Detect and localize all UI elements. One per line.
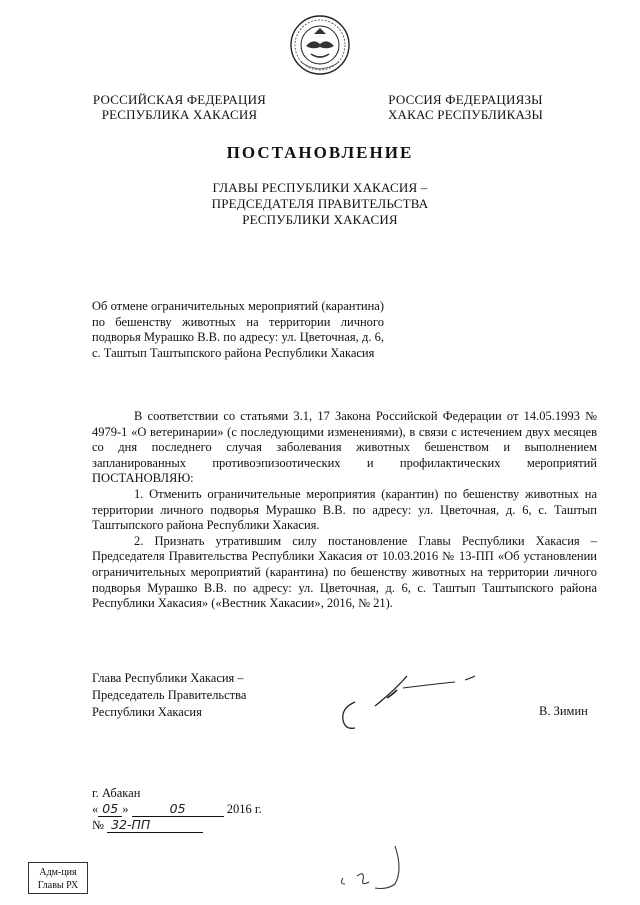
document-number [92, 817, 203, 833]
body-paragraph-1: В соответствии со статьями 3.1, 17 Закона Российской Федерации от 14.05.1993 № 4979-1 «О ветеринарии» (с последующими изменениями), в связи с истечением двух месяцев со дня последнего случая заболевания животных бешенством и выполнением запланированных противоэпизоотических и профилактических мероприятий ПОСТАНОВЛЯЮ: [92, 409, 597, 486]
stamp-line2: Главы РХ [37, 880, 79, 891]
number-label: № [92, 818, 104, 832]
date-day: 05 [98, 801, 122, 817]
body-paragraph-3: 2. Признать утратившим силу постановление Главы Республики Хакасия – Председателя Правительства Республики Хакасия от 10.03.2016 № 13-ПП «Об установлении ограничительных мероприятий (карантина) по бешенству животных на территории личного подворья Мурашко В.В. по адресу: ул. Цветочная, д. 6, с. Таштып Таштыпского района Республики Хакасия» («Вестник Хакасии», 2016, № 21). [92, 533, 597, 611]
number-value: 32-ПП [107, 817, 203, 833]
signatory-name: В. Зимин [539, 704, 588, 718]
subtitle-line1: ГЛАВЫ РЕСПУБЛИКИ ХАКАСИЯ – [212, 180, 428, 195]
signatory-title [92, 670, 302, 721]
header-russian-federation [92, 92, 267, 122]
handwritten-mark [335, 840, 425, 895]
header-left-line1: РОССИЙСКАЯ ФЕДЕРАЦИЯ [92, 92, 267, 107]
document-subject: Об отмене ограничительных мероприятий (карантина) по бешенству животных на территории личного подворья Мурашко В.В. по адресу: ул. Цветочная, д. 6, с. Таштып Таштыпского района Республики Хакасия [92, 299, 384, 360]
date-close-quote: » [122, 802, 129, 816]
date-year: 2016 г. [226, 802, 262, 816]
date-open-quote: « [92, 802, 99, 816]
date-month: 05 [132, 801, 224, 817]
stamp-line1: Адм-ция [39, 867, 77, 878]
document-title: ПОСТАНОВЛЕНИЕ [226, 143, 414, 162]
issue-city: г. Абакан [92, 786, 141, 800]
signatory-line2: Председатель Правительства [92, 688, 247, 702]
subtitle-line2: ПРЕДСЕДАТЕЛЯ ПРАВИТЕЛЬСТВА [211, 196, 429, 211]
header-left-line2: РЕСПУБЛИКА ХАКАСИЯ [101, 107, 258, 122]
document-body [92, 409, 597, 612]
header-khakas-language [378, 92, 553, 122]
coat-of-arms-emblem [289, 14, 351, 76]
handwritten-signature [335, 668, 485, 738]
header-right-line1: РОССИЯ ФЕДЕРАЦИЯЗЫ [388, 92, 543, 107]
signatory-line3: Республики Хакасия [92, 705, 202, 719]
registry-stamp [28, 862, 88, 894]
subtitle-line3: РЕСПУБЛИКИ ХАКАСИЯ [242, 212, 398, 227]
document-subtitle [150, 180, 490, 228]
header-right-line2: ХАКАС РЕСПУБЛИКАЗЫ [387, 107, 544, 122]
signatory-line1: Глава Республики Хакасия – [92, 671, 244, 685]
body-paragraph-2: 1. Отменить ограничительные мероприятия (карантин) по бешенству животных на территории личного подворья Мурашко В.В. по адресу: ул. Цветочная, д. 6, с. Таштып Таштыпского района Республики Хакасия. [92, 486, 597, 533]
issue-date [92, 801, 262, 817]
